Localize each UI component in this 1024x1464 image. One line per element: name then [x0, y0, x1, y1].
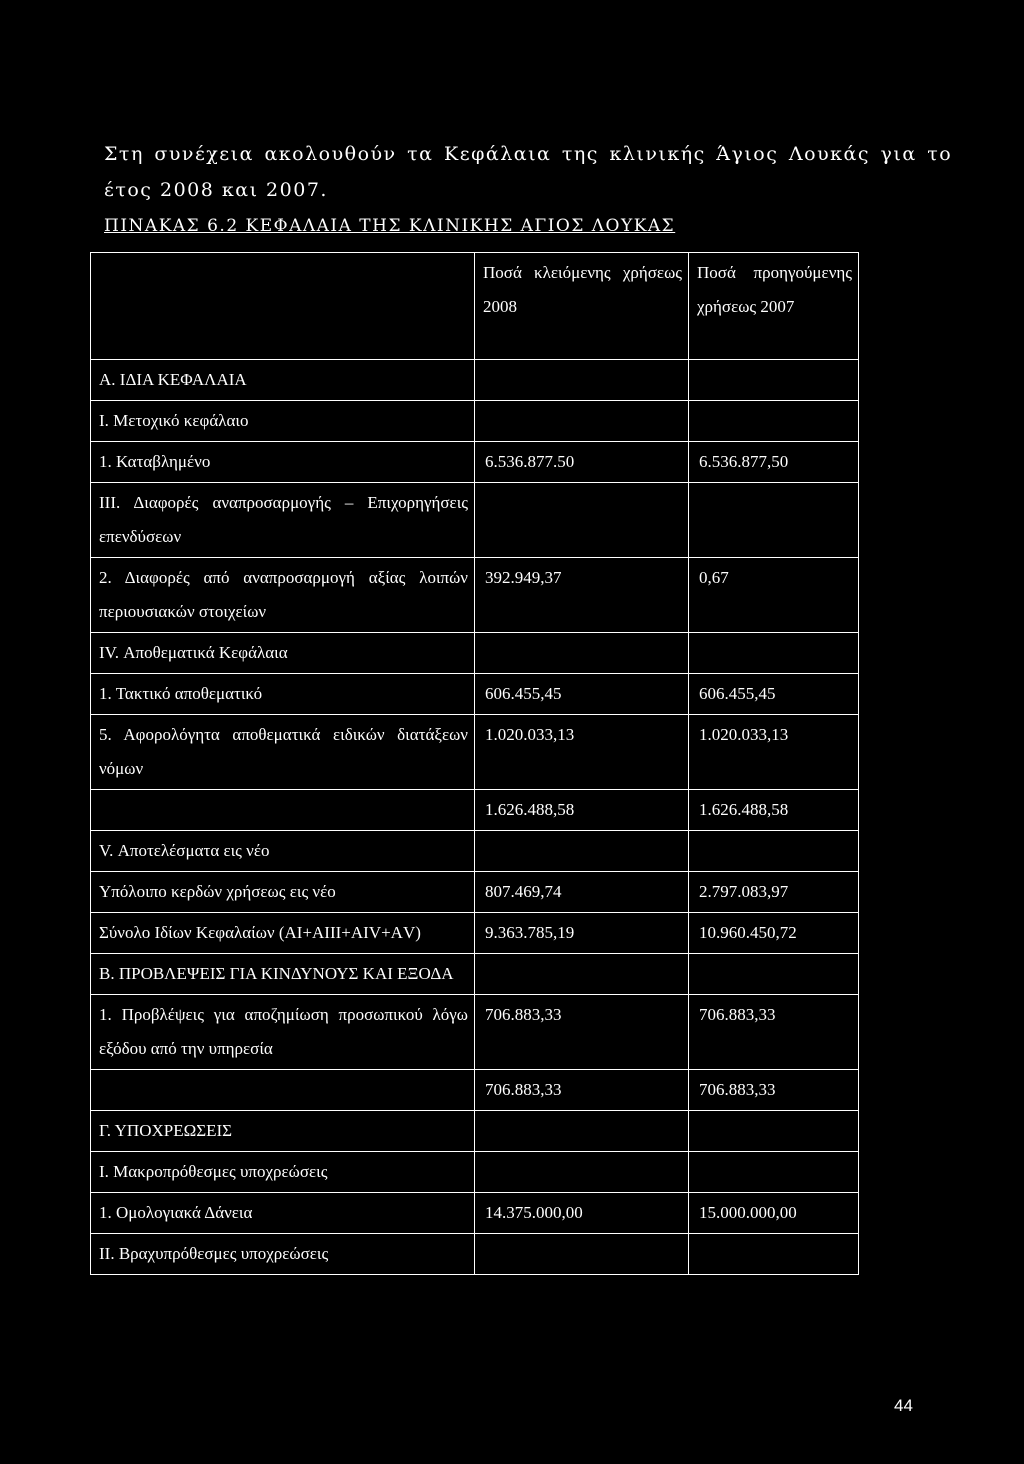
- row-label: [91, 1070, 475, 1111]
- row-label: 2. Διαφορές από αναπροσαρμογή αξίας λοιπών περιουσιακών στοιχείων: [91, 558, 475, 633]
- table-row: [91, 790, 859, 831]
- row-value-2007: 1.626.488,58: [689, 790, 859, 831]
- table-row: [91, 1152, 859, 1193]
- table-row: [91, 674, 859, 715]
- page-number: 44: [894, 1396, 913, 1415]
- row-value-2008: 1.020.033,13: [475, 715, 689, 790]
- row-value-2008: [475, 360, 689, 401]
- row-value-2007: 15.000.000,00: [689, 1193, 859, 1234]
- row-value-2007: [689, 831, 859, 872]
- table-row: [91, 1070, 859, 1111]
- table-row: [91, 360, 859, 401]
- row-label: 1. Τακτικό αποθεματικό: [91, 674, 475, 715]
- row-value-2008: [475, 1152, 689, 1193]
- header-col-2008: Ποσά κλειόμενης χρήσεως 2008: [475, 253, 689, 360]
- row-value-2008: [475, 1111, 689, 1152]
- row-value-2008: 807.469,74: [475, 872, 689, 913]
- row-label: Α. ΙΔΙΑ ΚΕΦΑΛΑΙΑ: [91, 360, 475, 401]
- row-label: Β. ΠΡΟΒΛΕΨΕΙΣ ΓΙΑ ΚΙΝΔΥΝΟΥΣ ΚΑΙ ΕΞΟΔΑ: [91, 954, 475, 995]
- row-value-2007: [689, 954, 859, 995]
- table-row: [91, 1234, 859, 1275]
- table-row: [91, 1193, 859, 1234]
- header-col-2007: Ποσά προηγούμενης χρήσεως 2007: [689, 253, 859, 360]
- row-label: Σύνολο Ιδίων Κεφαλαίων (ΑΙ+ΑΙΙΙ+ΑΙV+ΑV): [91, 913, 475, 954]
- intro-line-1: Στη συνέχεια ακολουθούν τα Κεφάλαια της κλινικής Άγιος Λουκάς για το: [104, 143, 953, 165]
- table-row: [91, 633, 859, 674]
- row-value-2008: 9.363.785,19: [475, 913, 689, 954]
- table-row: [91, 995, 859, 1070]
- row-value-2007: 2.797.083,97: [689, 872, 859, 913]
- row-label: 1. Προβλέψεις για αποζημίωση προσωπικού λόγω εξόδου από την υπηρεσία: [91, 995, 475, 1070]
- row-label: Ι. Μετοχικό κεφάλαιο: [91, 401, 475, 442]
- row-label: ΙV. Αποθεματικά Κεφάλαια: [91, 633, 475, 674]
- row-label: V. Αποτελέσματα εις νέο: [91, 831, 475, 872]
- row-value-2007: [689, 483, 859, 558]
- row-value-2008: 14.375.000,00: [475, 1193, 689, 1234]
- row-value-2007: [689, 360, 859, 401]
- row-value-2007: [689, 1111, 859, 1152]
- row-value-2007: [689, 1234, 859, 1275]
- table-row: [91, 954, 859, 995]
- row-value-2007: 706.883,33: [689, 1070, 859, 1111]
- row-value-2008: 606.455,45: [475, 674, 689, 715]
- row-label: [91, 790, 475, 831]
- row-value-2007: 0,67: [689, 558, 859, 633]
- table-row: [91, 831, 859, 872]
- row-value-2008: [475, 633, 689, 674]
- table-row: [91, 401, 859, 442]
- row-label: 5. Αφορολόγητα αποθεματικά ειδικών διατάξεων νόμων: [91, 715, 475, 790]
- row-value-2008: 392.949,37: [475, 558, 689, 633]
- row-value-2007: 606.455,45: [689, 674, 859, 715]
- row-value-2007: 706.883,33: [689, 995, 859, 1070]
- row-label: Γ. ΥΠΟΧΡΕΩΣΕΙΣ: [91, 1111, 475, 1152]
- row-value-2008: [475, 954, 689, 995]
- row-label: ΙΙ. Βραχυπρόθεσμες υποχρεώσεις: [91, 1234, 475, 1275]
- row-value-2007: [689, 401, 859, 442]
- row-value-2007: 1.020.033,13: [689, 715, 859, 790]
- row-label: Ι. Μακροπρόθεσμες υποχρεώσεις: [91, 1152, 475, 1193]
- intro-line-2: έτος 2008 και 2007.: [104, 179, 328, 201]
- equity-table: [90, 252, 859, 1275]
- table-title: ΠΙΝΑΚΑΣ 6.2 ΚΕΦΑΛΑΙΑ ΤΗΣ ΚΛΙΝΙΚΗΣ ΑΓΙΟΣ ΛΟΥΚΑΣ: [104, 216, 676, 236]
- row-value-2007: [689, 1152, 859, 1193]
- row-label: 1. Ομολογιακά Δάνεια: [91, 1193, 475, 1234]
- table-row: [91, 913, 859, 954]
- table-row: [91, 1111, 859, 1152]
- row-label: 1. Καταβλημένο: [91, 442, 475, 483]
- row-label: ΙΙΙ. Διαφορές αναπροσαρμογής – Επιχορηγήσεις επενδύσεων: [91, 483, 475, 558]
- row-value-2007: 6.536.877,50: [689, 442, 859, 483]
- header-label-cell: [91, 253, 475, 360]
- row-value-2008: [475, 1234, 689, 1275]
- row-value-2008: [475, 483, 689, 558]
- row-value-2007: 10.960.450,72: [689, 913, 859, 954]
- table-row: [91, 715, 859, 790]
- table-row: [91, 872, 859, 913]
- table-header-row: [91, 253, 859, 360]
- table-row: [91, 558, 859, 633]
- row-value-2008: 706.883,33: [475, 1070, 689, 1111]
- row-label: Υπόλοιπο κερδών χρήσεως εις νέο: [91, 872, 475, 913]
- row-value-2008: 1.626.488,58: [475, 790, 689, 831]
- table-row: [91, 442, 859, 483]
- row-value-2008: [475, 831, 689, 872]
- row-value-2007: [689, 633, 859, 674]
- row-value-2008: 6.536.877.50: [475, 442, 689, 483]
- table-row: [91, 483, 859, 558]
- row-value-2008: [475, 401, 689, 442]
- row-value-2008: 706.883,33: [475, 995, 689, 1070]
